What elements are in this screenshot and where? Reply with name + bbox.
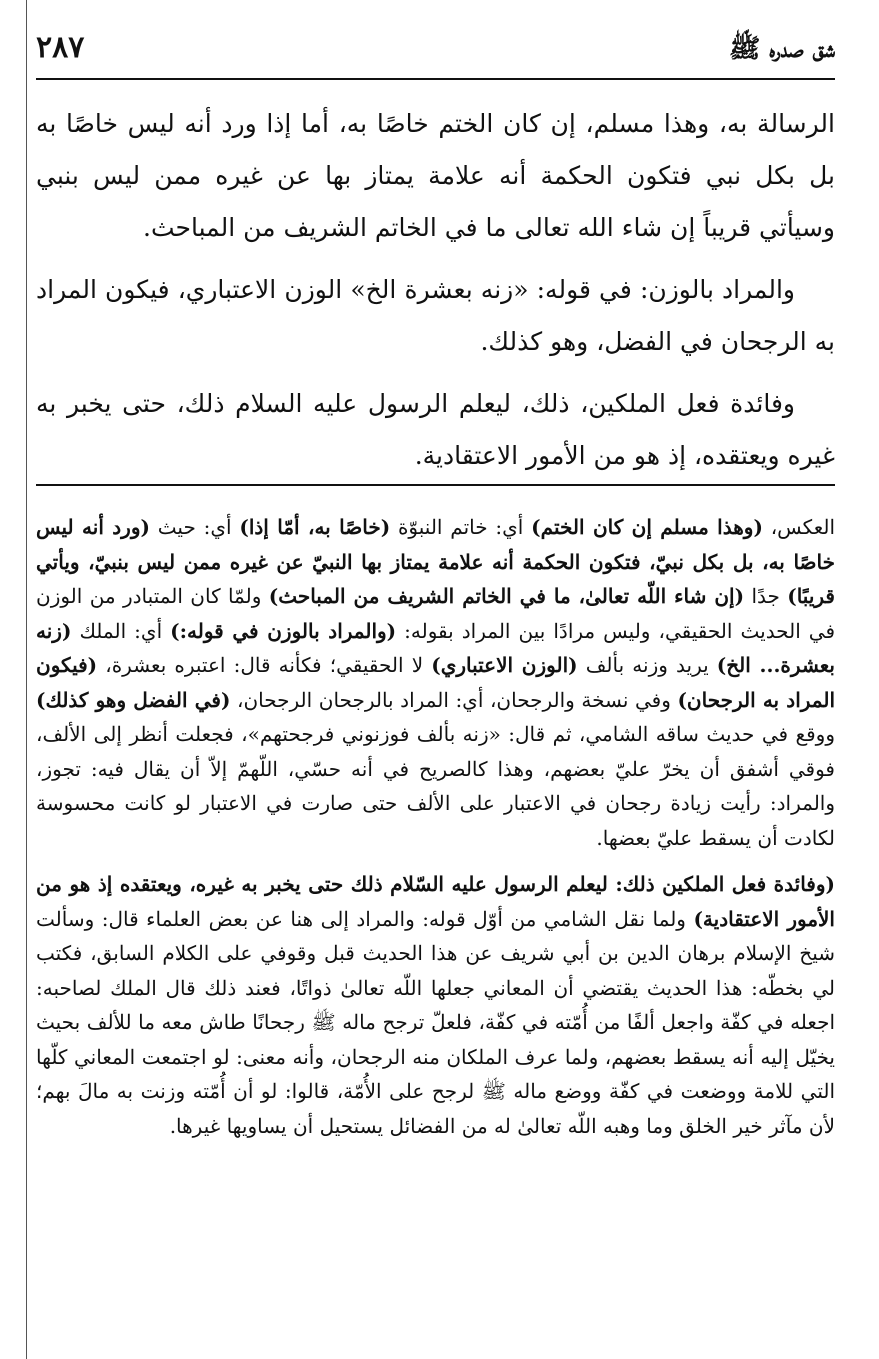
- commentary-segment: ولما نقل الشامي من أوّل قوله: والمراد إلى هنا عن بعض العلماء قال: وسألت شيخ الإسلام برهان الدين بن أبي شريف عن هذا الحديث قبل وقوفي على الكلام السابق، فكتب لي بخطّه: هذا الحديث يقتضي أن المعاني جعلها اللّه تعالىٰ ذواتًا، فعند ذلك قال الملك لصاحبه: اجعله في كفّة واجعل ألفًا من أُمّته في كفّة، فلعلّ ترجح ماله ﷺ رجحانًا طاش معه ما للألف بحيث يخيّل إليه أنه يسقط بعضهم، ولما عرف الملكان منه الرجحان، وأنه معنى: لو اجتمعت المعاني كلّها التي للامة ووضعت في كفّة ووضع ماله ﷺ لرجح على الأُمّة، قالوا: لو أن أُمّته وزنت به مالَ بهم؛ لأن مآثر خير الخلق وما وهبه اللّه تعالىٰ له من الفضائل يستحيل أن يساويها غيرها.: [36, 906, 835, 1138]
- commentary-quote: (فيكون المراد به الرجحان): [36, 653, 835, 712]
- commentary-segment: لا الحقيقي؛ فكأنه قال: اعتبره بعشرة،: [97, 653, 432, 677]
- commentary-quote: (والمراد بالوزن في قوله:): [170, 618, 397, 643]
- commentary-quote: (وفائدة فعل الملكين ذلك: ليعلم الرسول عليه السّلام ذلك حتى يخبر به غيره، ويعتقده إذ هو من الأمور الاعتقادية): [36, 872, 835, 931]
- commentary-segment: أي: حيث: [149, 515, 240, 539]
- left-margin-rule: [26, 0, 27, 1359]
- commentary-segment: أي: خاتم النبوّة: [390, 515, 532, 539]
- commentary-quote: (إن شاء اللّه تعالىٰ، ما في الخاتم الشريف من المباحث): [268, 584, 745, 608]
- footnote-separator: [36, 484, 835, 486]
- commentary-quote: (الوزن الاعتباري): [431, 653, 578, 677]
- commentary-segment: جدًا: [744, 584, 788, 608]
- commentary: [36, 510, 835, 1155]
- page-header: [36, 30, 835, 74]
- header-rule: [36, 78, 835, 80]
- commentary-quote: (خاصًا به، أمّا إذا): [239, 515, 391, 539]
- running-title: شق صدره ﷺ: [728, 34, 835, 64]
- commentary-quote: (وهذا مسلم إن كان الختم): [531, 515, 763, 539]
- commentary-paragraph-1: [36, 510, 835, 855]
- commentary-segment: يريد وزنه بألف: [577, 653, 717, 677]
- commentary-quote: (زنه بعشرة... الخ): [36, 618, 836, 677]
- main-paragraph-3: وفائدة فعل الملكين، ذلك، ليعلم الرسول عليه السلام ذلك، حتى يخبر به غيره ويعتقده، إذ هو من الأمور الاعتقادية.: [36, 389, 835, 470]
- main-text: [36, 98, 835, 492]
- page-number: ٢٨٧: [36, 30, 85, 65]
- commentary-paragraph-2: [36, 867, 835, 1143]
- commentary-segment: ولمّا كان المتبادر من الوزن في الحديث الحقيقي، وليس مرادًا بين المراد بقوله:: [36, 584, 836, 643]
- commentary-quote: (ورد أنه ليس خاصًا به، بل بكل نبيّ، فتكون الحكمة أنه علامة يمتاز بها النبيّ عن غيره ممن ليس بنبيّ، ويأتي قريبًا): [36, 515, 835, 608]
- commentary-segment: العكس،: [762, 515, 835, 539]
- main-paragraph-2: والمراد بالوزن: في قوله: «زنه بعشرة الخ» الوزن الاعتباري، فيكون المراد به الرجحان في الفضل، وهو كذلك.: [36, 275, 835, 356]
- commentary-quote: (في الفضل وهو كذلك): [36, 687, 231, 712]
- main-paragraph-1: الرسالة به، وهذا مسلم، إن كان الختم خاصًا به، أما إذا ورد أنه ليس خاصًا به بل بكل نبي فتكون الحكمة أنه علامة يمتاز بها عن غيره ممن ليس بنبي وسيأتي قريباً إن شاء الله تعالى ما في الخاتم الشريف من المباحث.: [36, 109, 835, 242]
- commentary-segment: ووقع في حديث ساقه الشامي، ثم قال: «زنه بألف فوزنوني فرجحتهم»، فجعلت أنظر إلى الألف، فوقي أشفق أن يخرّ عليّ بعضهم، وهذا كالصريح في أنه حسّي، اللّهمّ إلاّ أن يقال فيه: تجوز، والمراد: رأيت زيادة رجحان في الاعتبار على الألف حتى صارت في الاعتبار لو كانت محسوسة لكادت أن يسقط عليّ بعضها.: [36, 722, 836, 850]
- commentary-segment: وفي نسخة والرجحان، أي: المراد بالرجحان الرجحان،: [230, 687, 678, 712]
- commentary-segment: أي: الملك: [71, 618, 171, 643]
